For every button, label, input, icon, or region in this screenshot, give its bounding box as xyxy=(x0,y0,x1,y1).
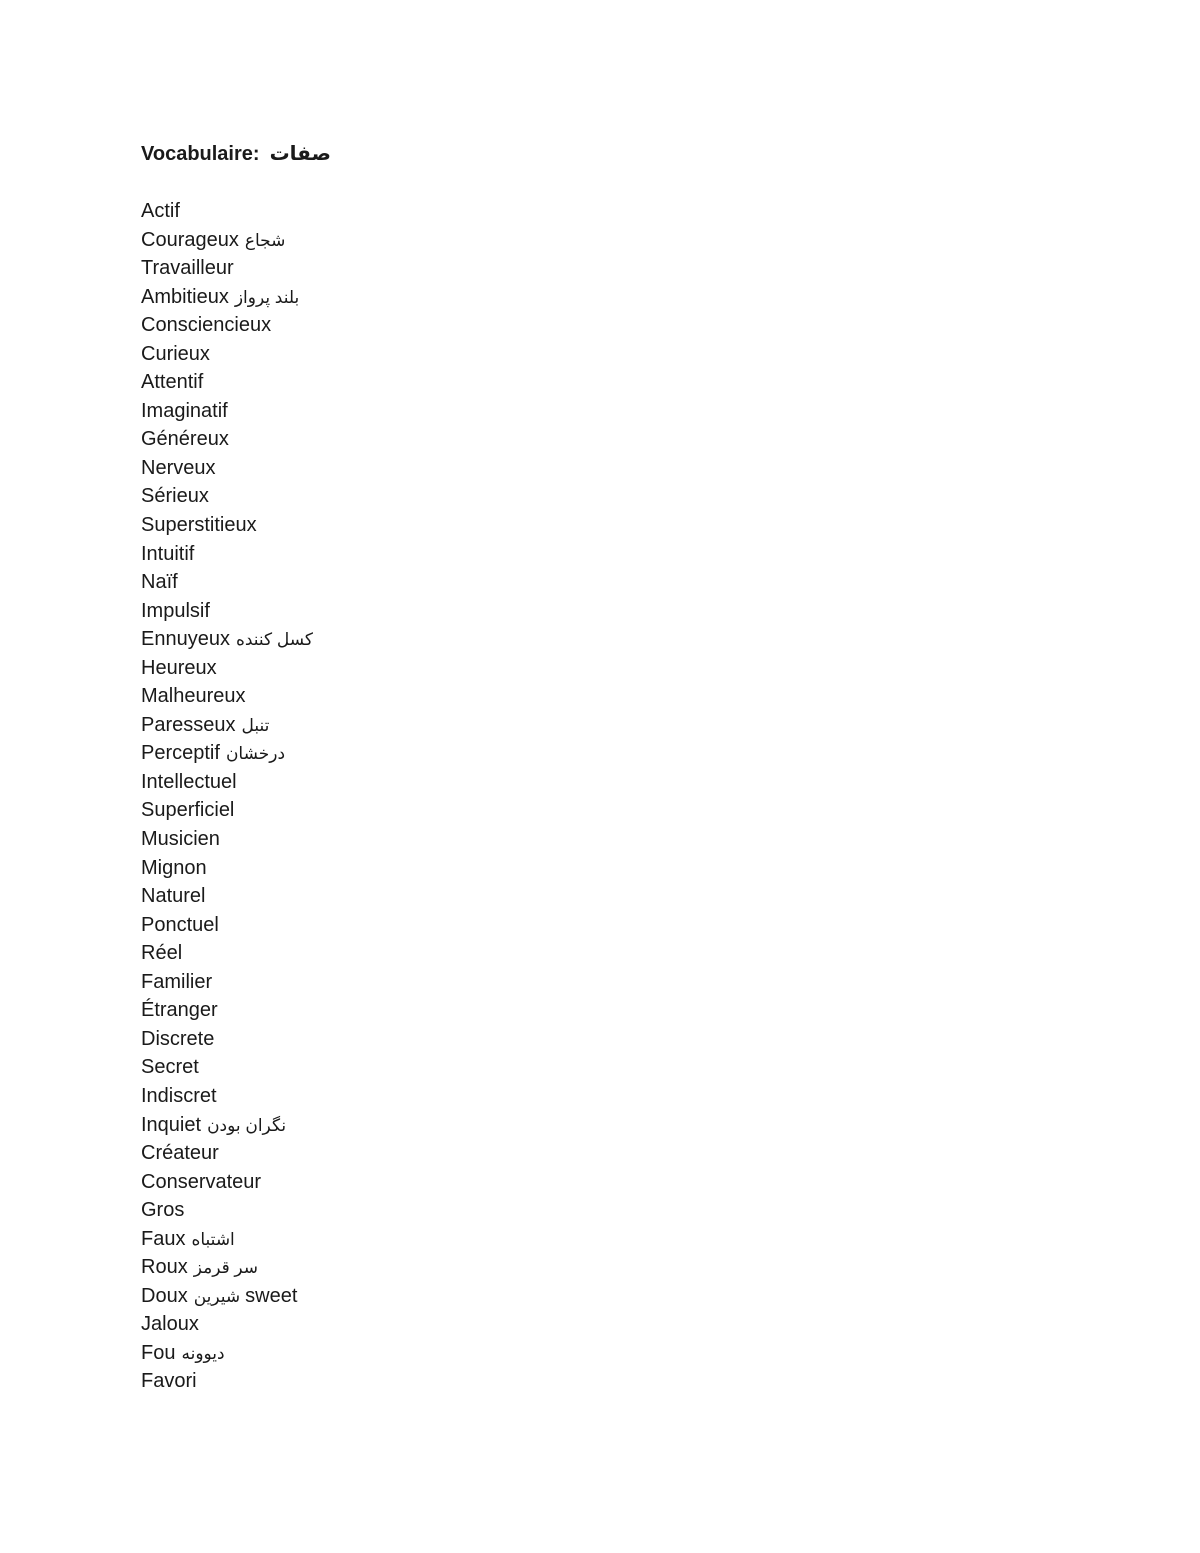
word-french: Ambitieux xyxy=(141,285,229,308)
word-french: Réel xyxy=(141,942,183,965)
word-french: Étranger xyxy=(141,999,218,1022)
list-item xyxy=(141,654,313,683)
word-french: Courageux xyxy=(141,228,239,251)
list-item xyxy=(141,1310,313,1339)
word-french: Naturel xyxy=(141,885,206,908)
list-item xyxy=(141,254,313,283)
list-item xyxy=(141,682,313,711)
word-french: Paresseux xyxy=(141,713,236,736)
word-french: Fou xyxy=(141,1341,176,1364)
list-item xyxy=(141,1196,313,1225)
list-item xyxy=(141,340,313,369)
word-persian: تنبل xyxy=(241,715,270,735)
list-item xyxy=(141,511,313,540)
list-item xyxy=(141,568,313,597)
list-item xyxy=(141,283,313,312)
list-item xyxy=(141,996,313,1025)
list-item xyxy=(141,768,313,797)
word-persian: سر قرمز xyxy=(193,1258,259,1278)
list-item xyxy=(141,796,313,825)
word-french: Favori xyxy=(141,1370,197,1393)
list-item xyxy=(141,968,313,997)
list-item xyxy=(141,911,313,940)
list-item xyxy=(141,397,313,426)
list-item xyxy=(141,454,313,483)
word-persian: کسل کننده xyxy=(235,630,314,650)
list-item xyxy=(141,226,313,255)
list-item xyxy=(141,939,313,968)
vocabulary-list xyxy=(141,197,313,1396)
word-french: Doux xyxy=(141,1284,188,1307)
word-french: Naïf xyxy=(141,571,178,594)
page-title xyxy=(141,141,331,167)
word-french: Mignon xyxy=(141,856,207,879)
word-french: Nerveux xyxy=(141,456,216,479)
word-french: Heureux xyxy=(141,656,217,679)
list-item xyxy=(141,1082,313,1111)
title-label: Vocabulaire: xyxy=(141,143,260,165)
word-french: Impulsif xyxy=(141,599,210,622)
word-persian: اشتباه xyxy=(191,1229,235,1249)
word-french: Actif xyxy=(141,200,180,222)
word-french: Conservateur xyxy=(141,1170,262,1193)
word-french: Jaloux xyxy=(141,1313,199,1336)
word-persian: شجاع xyxy=(244,230,286,250)
list-item xyxy=(141,1253,313,1282)
word-english: sweet xyxy=(245,1284,298,1307)
list-item xyxy=(141,1053,313,1082)
word-french: Faux xyxy=(141,1227,186,1250)
list-item xyxy=(141,482,313,511)
word-french: Ponctuel xyxy=(141,913,219,936)
word-persian: نگران بودن xyxy=(207,1115,287,1135)
list-item xyxy=(141,597,313,626)
word-french: Familier xyxy=(141,970,213,993)
word-french: Travailleur xyxy=(141,257,234,280)
list-item xyxy=(141,882,313,911)
list-item xyxy=(141,197,313,226)
word-french: Créateur xyxy=(141,1142,219,1165)
list-item xyxy=(141,739,313,768)
list-item xyxy=(141,1225,313,1254)
word-french: Intellectuel xyxy=(141,770,237,793)
word-french: Inquiet xyxy=(141,1113,202,1136)
word-persian: بلند پرواز xyxy=(234,287,300,307)
list-item xyxy=(141,1139,313,1168)
word-french: Superficiel xyxy=(141,799,235,822)
word-french: Intuitif xyxy=(141,542,195,565)
word-persian: شیرین xyxy=(193,1286,241,1306)
title-translation: صفات xyxy=(269,143,331,165)
word-french: Curieux xyxy=(141,342,210,365)
list-item xyxy=(141,1339,313,1368)
word-french: Gros xyxy=(141,1199,185,1222)
word-persian: دیوونه xyxy=(181,1343,225,1363)
word-french: Musicien xyxy=(141,828,220,851)
list-item xyxy=(141,825,313,854)
word-french: Attentif xyxy=(141,371,204,394)
word-persian: درخشان xyxy=(225,744,286,764)
list-item xyxy=(141,854,313,883)
word-french: Discrete xyxy=(141,1027,215,1050)
word-french: Perceptif xyxy=(141,742,220,765)
list-item xyxy=(141,711,313,740)
list-item xyxy=(141,1367,313,1396)
list-item xyxy=(141,1025,313,1054)
list-item xyxy=(141,1282,313,1311)
word-french: Imaginatif xyxy=(141,399,228,422)
word-french: Superstitieux xyxy=(141,514,257,537)
list-item xyxy=(141,625,313,654)
list-item xyxy=(141,311,313,340)
list-item xyxy=(141,425,313,454)
word-french: Indiscret xyxy=(141,1084,217,1107)
word-french: Malheureux xyxy=(141,685,246,708)
list-item xyxy=(141,1111,313,1140)
word-french: Généreux xyxy=(141,428,229,451)
word-french: Sérieux xyxy=(141,485,209,508)
list-item xyxy=(141,1168,313,1197)
list-item xyxy=(141,368,313,397)
word-french: Secret xyxy=(141,1056,199,1079)
list-item xyxy=(141,540,313,569)
word-french: Ennuyeux xyxy=(141,628,230,651)
word-french: Roux xyxy=(141,1256,188,1279)
word-french: Consciencieux xyxy=(141,314,272,337)
